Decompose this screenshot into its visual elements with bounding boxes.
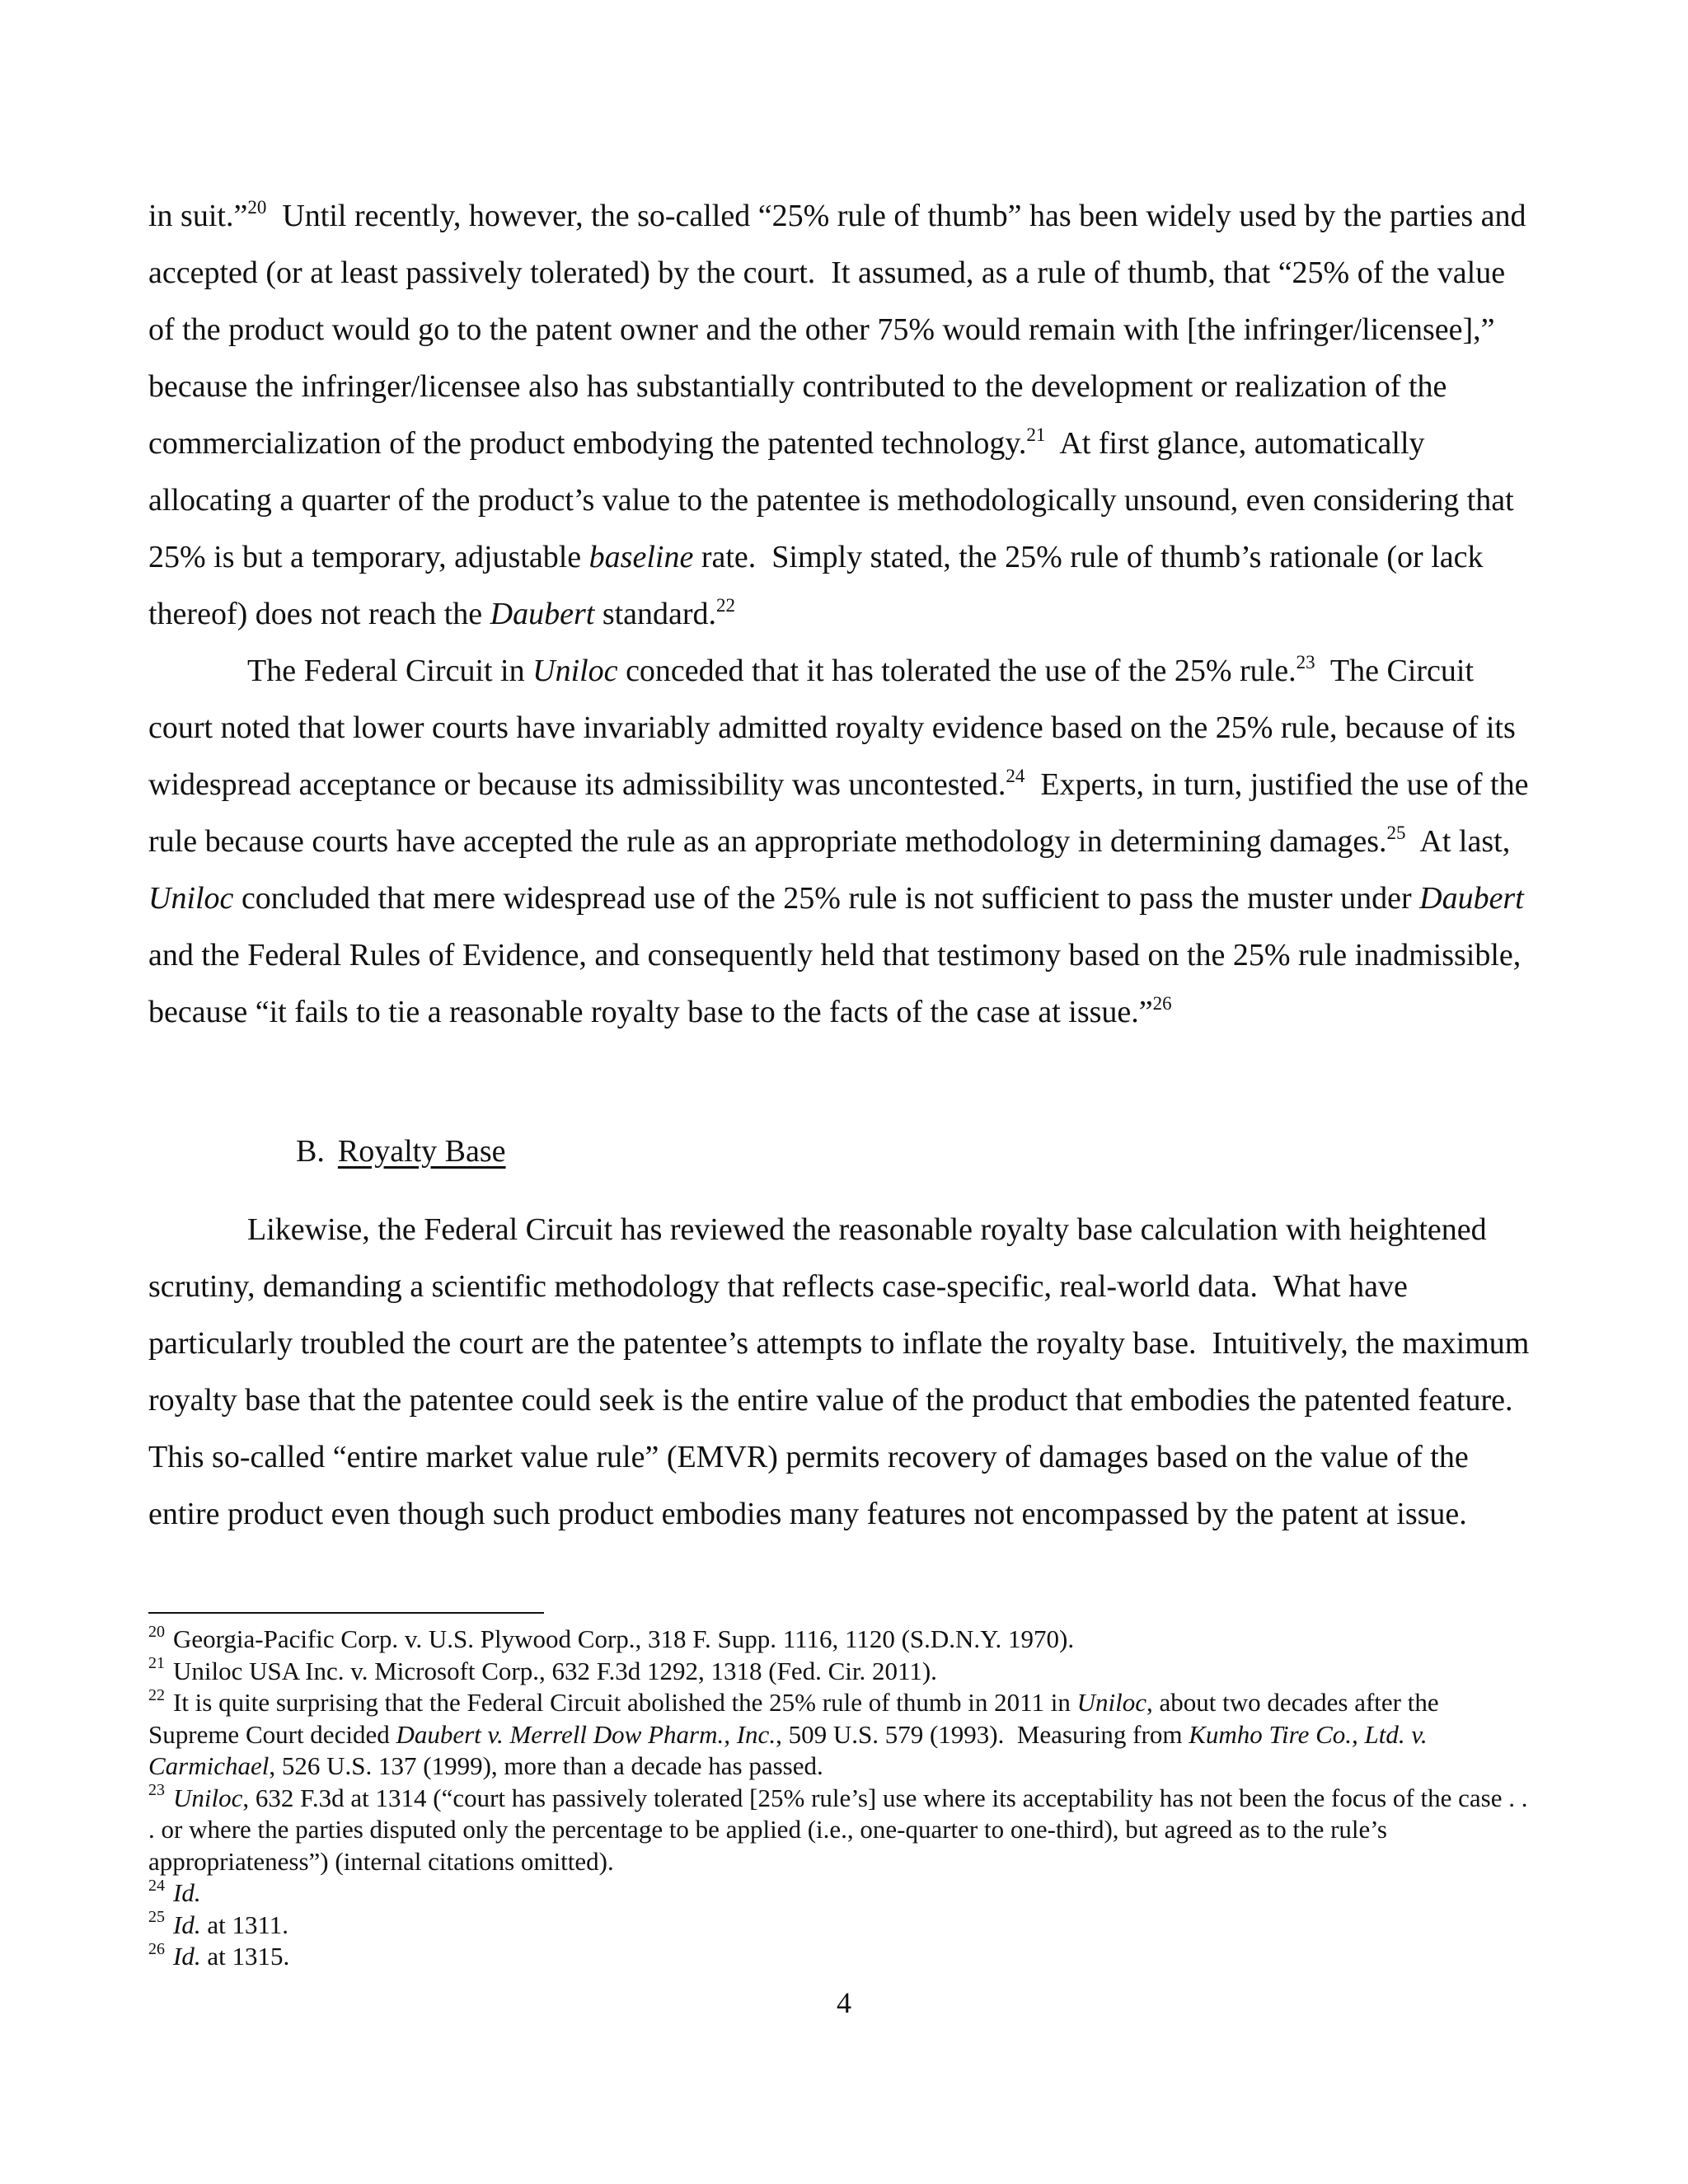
italic-text: Uniloc: [173, 1783, 243, 1812]
footnote-separator: [148, 1612, 544, 1614]
italic-text: Id.: [173, 1942, 201, 1971]
footnote-20: [148, 1624, 1533, 1656]
body-text-lower: [148, 1202, 1537, 1543]
text-run: , 526 U.S. 137 (1999), more than a decade has passed.: [269, 1751, 823, 1780]
text-run: At first glance, automatically allocating a quarter of the product’s value to the patentee is methodologically unsound, even considering that 25% is but a temporary, adjustable: [148, 426, 1522, 574]
footnote-23: [148, 1783, 1533, 1878]
footnotes: [148, 1624, 1533, 1973]
footnote-number: 25: [148, 1908, 165, 1927]
footnote-ref: 24: [1006, 766, 1025, 787]
text-run: rate. Simply stated, the 25% rule of thumb’s rationale (or lack thereof) does not reach the: [148, 540, 1491, 631]
text-run: Likewise, the Federal Circuit has reviewed the reasonable royalty base calculation with heightened scrutiny, demanding a scientific methodology that reflects case-specific, real-world data. What have particularly troubled the court are the patentee’s attempts to inflate the royalty base. Intuitively, the maximum royalty base that the patentee could seek is the entire value of the product that embodies the patented feature. This so-called “entire market value rule” (EMVR) permits recovery of damages based on the value of the entire product even though such product embodies many features not encompassed by the patent at issue.: [148, 1212, 1537, 1531]
footnote-25: [148, 1910, 1533, 1942]
footnote-ref: 25: [1386, 823, 1406, 844]
text-run: concluded that mere widespread use of the 25% rule is not sufficient to pass the muster under: [233, 881, 1420, 916]
footnote-ref: 21: [1026, 424, 1046, 446]
italic-text: Daubert: [490, 597, 595, 631]
text-run: Experts, in turn, justified the use of the rule because courts have accepted the rule as an appropriate methodology in determining damages.: [148, 767, 1536, 859]
text-run: The Circuit court noted that lower courts have invariably admitted royalty evidence based on the 25% rule, because of its widespread acceptance or because its admissibility was uncontested.: [148, 654, 1524, 802]
footnote-26: [148, 1941, 1533, 1973]
paragraph-royalty-base: [148, 1202, 1537, 1543]
footnote-number: 26: [148, 1939, 165, 1958]
text-run: At last,: [1405, 824, 1518, 859]
text-run: at 1315.: [200, 1942, 290, 1971]
italic-text: Daubert: [1419, 881, 1524, 916]
footnote-number: 20: [148, 1622, 165, 1641]
text-run: The Federal Circuit in: [247, 654, 533, 688]
text-run: standard.: [594, 597, 717, 631]
page-number: 4: [837, 1986, 851, 2019]
italic-text: Uniloc: [532, 654, 618, 688]
text-run: in suit.”: [148, 199, 248, 233]
text-run: at 1311.: [200, 1910, 289, 1939]
footnote-ref: 22: [716, 595, 736, 616]
text-run: , 509 U.S. 579 (1993). Measuring from: [776, 1719, 1189, 1749]
text-run: Until recently, however, the so-called “25% rule of thumb” has been widely used by the parties and accepted (or at least passively tolerated) by the court. It assumed, as a rule of thumb, that “25% of the value of the product would go to the patent owner and the other 75% would remain with [the infringer/licensee],” because the infringer/licensee also has substantially contributed to the development or realization of the commercialization of the product embodying the patented technology.: [148, 199, 1535, 461]
italic-text: Kumho Tire Co., Ltd. v. Carmichael: [148, 1719, 1434, 1780]
italic-text: Uniloc: [1076, 1688, 1146, 1717]
italic-text: baseline: [588, 540, 694, 574]
footnote-number: 24: [148, 1876, 165, 1895]
paragraph-uniloc-concession: [148, 643, 1536, 1041]
text-run: and the Federal Rules of Evidence, and consequently held that testimony based on the 25% rule inadmissible, because “it fails to tie a reasonable royalty base to the facts of the case at issue.”: [148, 881, 1532, 1029]
footnote-ref: 26: [1152, 993, 1172, 1015]
paragraph-25-rule-intro: [148, 188, 1533, 643]
footnote-24: [148, 1877, 1533, 1910]
text-run: , about two decades after the Supreme Court decided: [148, 1688, 1446, 1749]
italic-text: Daubert v. Merrell Dow Pharm., Inc.: [396, 1719, 776, 1749]
italic-text: Id.: [173, 1878, 201, 1907]
text-run: , 632 F.3d at 1314 (“court has passively tolerated [25% rule’s] use where its acceptability has not been the focus of the case . . . or where the parties disputed only the percentage to be applied (i.e., one-quarter to one-third), but agreed as to the rule’s appropriateness”) (internal citations omitted).: [148, 1783, 1535, 1876]
footnote-ref: 20: [247, 197, 267, 218]
italic-text: Uniloc: [148, 881, 234, 916]
footnote-number: 21: [148, 1654, 165, 1673]
section-title: Royalty Base: [337, 1134, 506, 1169]
footnote-ref: 23: [1296, 652, 1315, 673]
footnote-21: [148, 1656, 1533, 1688]
section-heading-royalty-base: [296, 1131, 506, 1172]
section-letter: B.: [296, 1134, 325, 1169]
text-run: It is quite surprising that the Federal Circuit abolished the 25% rule of thumb in 2011 in: [173, 1688, 1077, 1717]
footnote-22: [148, 1687, 1533, 1783]
italic-text: Id.: [173, 1910, 201, 1939]
footnote-number: 22: [148, 1685, 165, 1704]
text-run: conceded that it has tolerated the use of the 25% rule.: [617, 654, 1296, 688]
text-run: Uniloc USA Inc. v. Microsoft Corp., 632 F.3d 1292, 1318 (Fed. Cir. 2011).: [173, 1656, 937, 1685]
body-text-upper: [148, 188, 1536, 1041]
footnote-number: 23: [148, 1781, 165, 1800]
text-run: Georgia-Pacific Corp. v. U.S. Plywood Corp., 318 F. Supp. 1116, 1120 (S.D.N.Y. 1970).: [173, 1624, 1075, 1653]
